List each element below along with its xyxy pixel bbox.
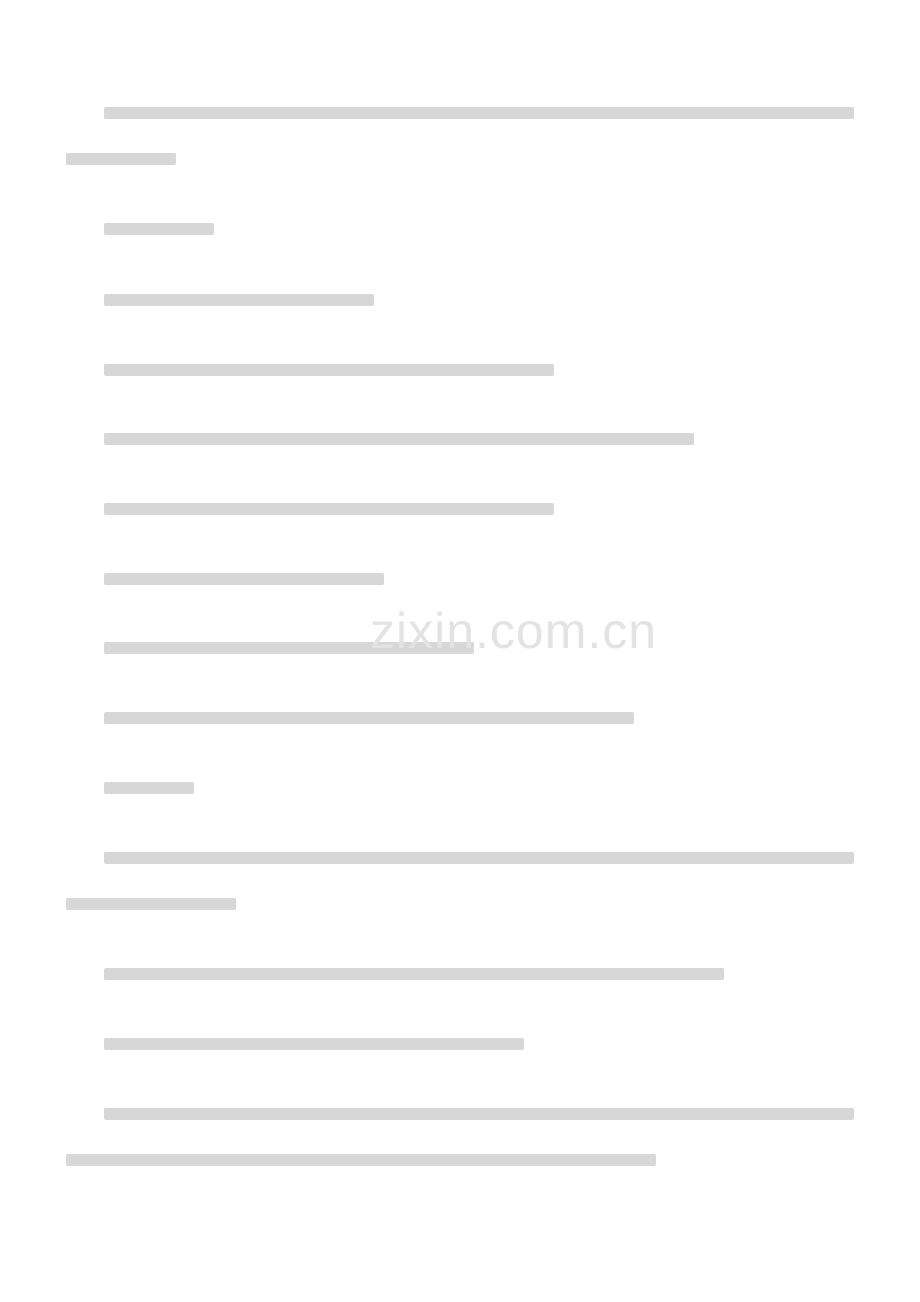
text-line <box>104 968 724 980</box>
text-line <box>104 573 384 585</box>
text-line <box>104 1108 854 1120</box>
text-line <box>104 852 854 864</box>
text-line <box>104 364 554 376</box>
text-line <box>66 153 176 165</box>
text-line <box>104 712 634 724</box>
text-line <box>104 433 694 445</box>
text-line <box>104 782 194 794</box>
text-line <box>104 503 554 515</box>
text-line <box>66 1154 656 1166</box>
text-line <box>104 107 854 119</box>
text-line <box>104 1038 524 1050</box>
text-line <box>104 223 214 235</box>
watermark-text: zixin.com.cn <box>370 603 658 659</box>
text-line <box>66 898 236 910</box>
text-line <box>104 294 374 306</box>
